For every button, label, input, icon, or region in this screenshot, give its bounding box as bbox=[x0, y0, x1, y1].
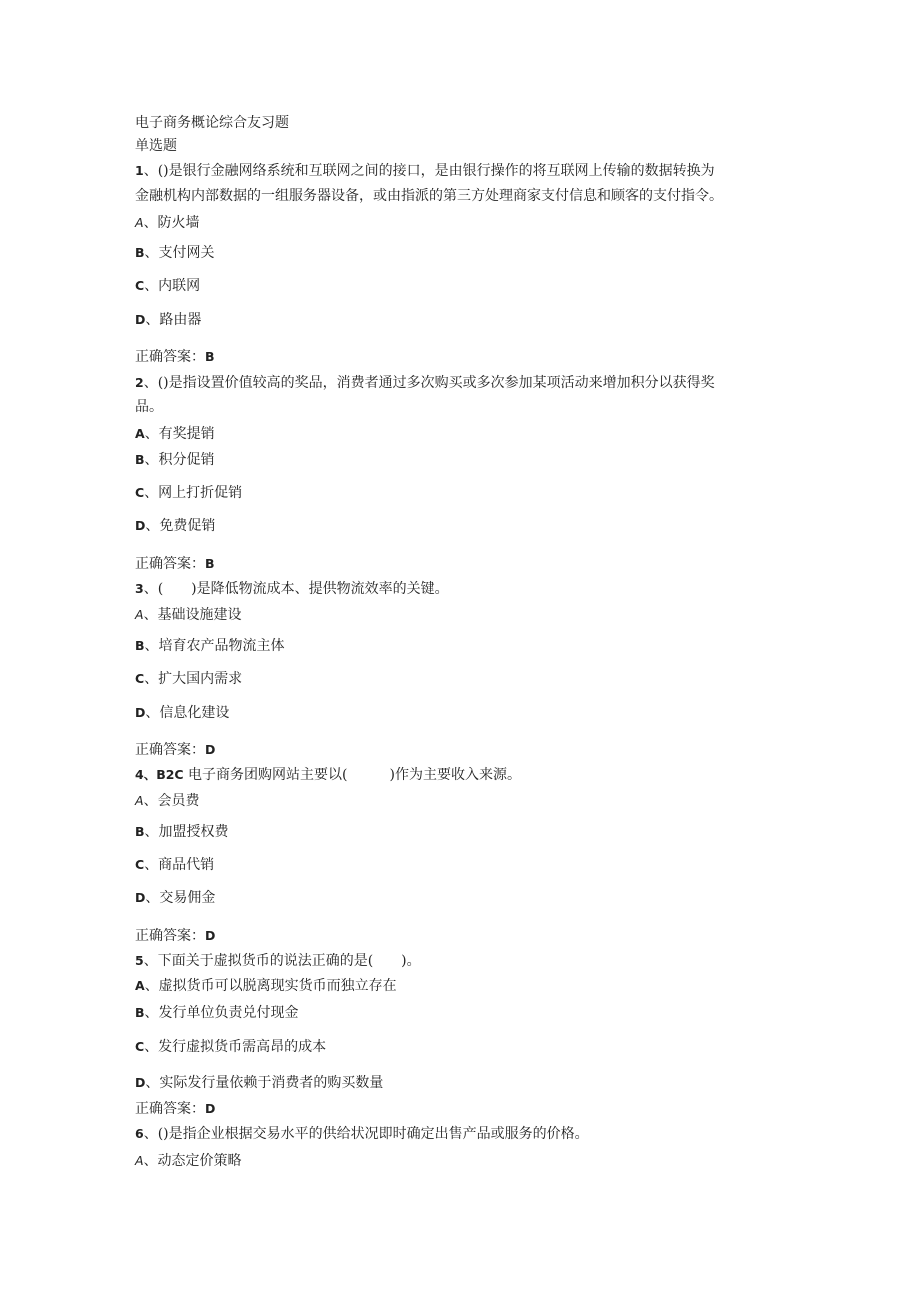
question-text: 、( )是降低物流成本、提供物流效率的关键。 bbox=[143, 581, 449, 597]
question-text: 、()是指企业根据交易水平的供给状况即时确定出售产品或服务的价格。 bbox=[143, 1126, 589, 1142]
question-number: 1 bbox=[135, 163, 144, 178]
question-number: 6 bbox=[135, 1126, 144, 1141]
option-item bbox=[135, 637, 285, 655]
answer-prefix: 正确答案： bbox=[135, 556, 205, 572]
option-item bbox=[135, 1038, 326, 1056]
option-item bbox=[135, 889, 215, 907]
answer-prefix: 正确答案： bbox=[135, 742, 205, 758]
option-label: D bbox=[135, 1075, 146, 1090]
option-text: 、防火墙 bbox=[143, 215, 200, 231]
question-number: 4 bbox=[135, 767, 144, 782]
option-item bbox=[135, 1152, 242, 1170]
option-label: B bbox=[135, 638, 145, 653]
option-label: C bbox=[135, 671, 145, 686]
option-item bbox=[135, 1004, 299, 1022]
option-item bbox=[135, 1074, 383, 1092]
option-item bbox=[135, 311, 201, 329]
option-text: 、路由器 bbox=[145, 312, 202, 328]
option-text: 、信息化建设 bbox=[145, 705, 230, 721]
option-label: D bbox=[135, 312, 146, 327]
option-text: 、实际发行量依赖于消费者的购买数量 bbox=[145, 1075, 384, 1091]
answer-prefix: 正确答案： bbox=[135, 1101, 205, 1117]
option-item bbox=[135, 484, 242, 502]
option-text: 、会员费 bbox=[143, 793, 200, 809]
question-4-stem bbox=[135, 766, 521, 784]
document-title: 电子商务概论综合友习题 bbox=[135, 115, 289, 131]
answer-line bbox=[135, 348, 215, 366]
option-text: 、商品代销 bbox=[144, 857, 215, 873]
option-text: 、内联网 bbox=[144, 278, 201, 294]
answer-line bbox=[135, 1100, 215, 1118]
answer-value: D bbox=[205, 742, 216, 757]
section-heading: 单选题 bbox=[135, 138, 177, 154]
option-label: A bbox=[135, 793, 144, 808]
question-text: 、()是指设置价值较高的奖品，消费者通过多次购买或多次参加某项活动来增加积分以获得奖 bbox=[143, 375, 715, 391]
option-item bbox=[135, 792, 200, 810]
option-label: B bbox=[135, 1005, 145, 1020]
answer-line bbox=[135, 741, 215, 759]
question-text: 、()是银行金融网络系统和互联网之间的接口，是由银行操作的将互联网上传输的数据转换为 bbox=[143, 163, 715, 179]
option-text: 、培育农产品物流主体 bbox=[144, 638, 285, 654]
option-text: 、积分促销 bbox=[144, 452, 215, 468]
option-label: B bbox=[135, 452, 145, 467]
option-label: A bbox=[135, 215, 144, 230]
answer-prefix: 正确答案： bbox=[135, 349, 205, 365]
option-text: 、发行单位负责兑付现金 bbox=[144, 1005, 299, 1021]
option-label: C bbox=[135, 485, 145, 500]
option-text: 、加盟授权费 bbox=[144, 824, 229, 840]
option-text: 、动态定价策略 bbox=[143, 1153, 242, 1169]
option-item bbox=[135, 670, 242, 688]
option-text: 、有奖提销 bbox=[144, 426, 215, 442]
question-1-stem-cont: 金融机构内部数据的一组服务器设备，或由指派的第三方处理商家支付信息和顾客的支付指令。 bbox=[135, 188, 723, 204]
option-label: C bbox=[135, 1039, 145, 1054]
option-label: D bbox=[135, 705, 146, 720]
option-label: D bbox=[135, 518, 146, 533]
question-5-stem bbox=[135, 952, 421, 970]
answer-value: B bbox=[205, 556, 215, 571]
option-label: C bbox=[135, 857, 145, 872]
question-tag: 、B2C bbox=[143, 767, 184, 782]
option-label: B bbox=[135, 824, 145, 839]
option-item bbox=[135, 517, 215, 535]
option-label: A bbox=[135, 607, 144, 622]
option-text: 、基础设施建设 bbox=[143, 607, 242, 623]
option-text: 、网上打折促销 bbox=[144, 485, 243, 501]
option-item bbox=[135, 214, 200, 232]
option-label: A bbox=[135, 1153, 144, 1168]
question-6-stem bbox=[135, 1125, 589, 1143]
question-number: 3 bbox=[135, 581, 144, 596]
option-text: 、支付网关 bbox=[144, 245, 215, 261]
option-item bbox=[135, 823, 229, 841]
question-3-stem bbox=[135, 580, 449, 598]
answer-value: D bbox=[205, 928, 216, 943]
answer-line bbox=[135, 555, 215, 573]
option-text: 、发行虚拟货币需高昂的成本 bbox=[144, 1039, 327, 1055]
option-item bbox=[135, 704, 229, 722]
question-number: 5 bbox=[135, 953, 144, 968]
option-text: 、虚拟货币可以脱离现实货币而独立存在 bbox=[144, 978, 397, 994]
option-item bbox=[135, 451, 215, 469]
option-item bbox=[135, 606, 242, 624]
option-item bbox=[135, 856, 214, 874]
option-label: B bbox=[135, 245, 145, 260]
answer-prefix: 正确答案： bbox=[135, 928, 205, 944]
question-text: 、下面关于虚拟货币的说法正确的是( )。 bbox=[143, 953, 421, 969]
option-item bbox=[135, 425, 215, 443]
question-2-stem bbox=[135, 374, 715, 392]
option-item bbox=[135, 244, 215, 262]
option-item bbox=[135, 977, 397, 995]
option-label: D bbox=[135, 890, 146, 905]
option-text: 、扩大国内需求 bbox=[144, 671, 243, 687]
question-1-stem bbox=[135, 162, 715, 180]
question-2-stem-cont: 品。 bbox=[135, 399, 163, 415]
option-label: C bbox=[135, 278, 145, 293]
option-text: 、免费促销 bbox=[145, 518, 216, 534]
option-label: A bbox=[135, 426, 145, 441]
answer-value: D bbox=[205, 1101, 216, 1116]
answer-value: B bbox=[205, 349, 215, 364]
option-item bbox=[135, 277, 200, 295]
answer-line bbox=[135, 927, 215, 945]
question-number: 2 bbox=[135, 375, 144, 390]
option-text: 、交易佣金 bbox=[145, 890, 216, 906]
question-text: 电子商务团购网站主要以( )作为主要收入来源。 bbox=[183, 767, 521, 783]
option-label: A bbox=[135, 978, 145, 993]
